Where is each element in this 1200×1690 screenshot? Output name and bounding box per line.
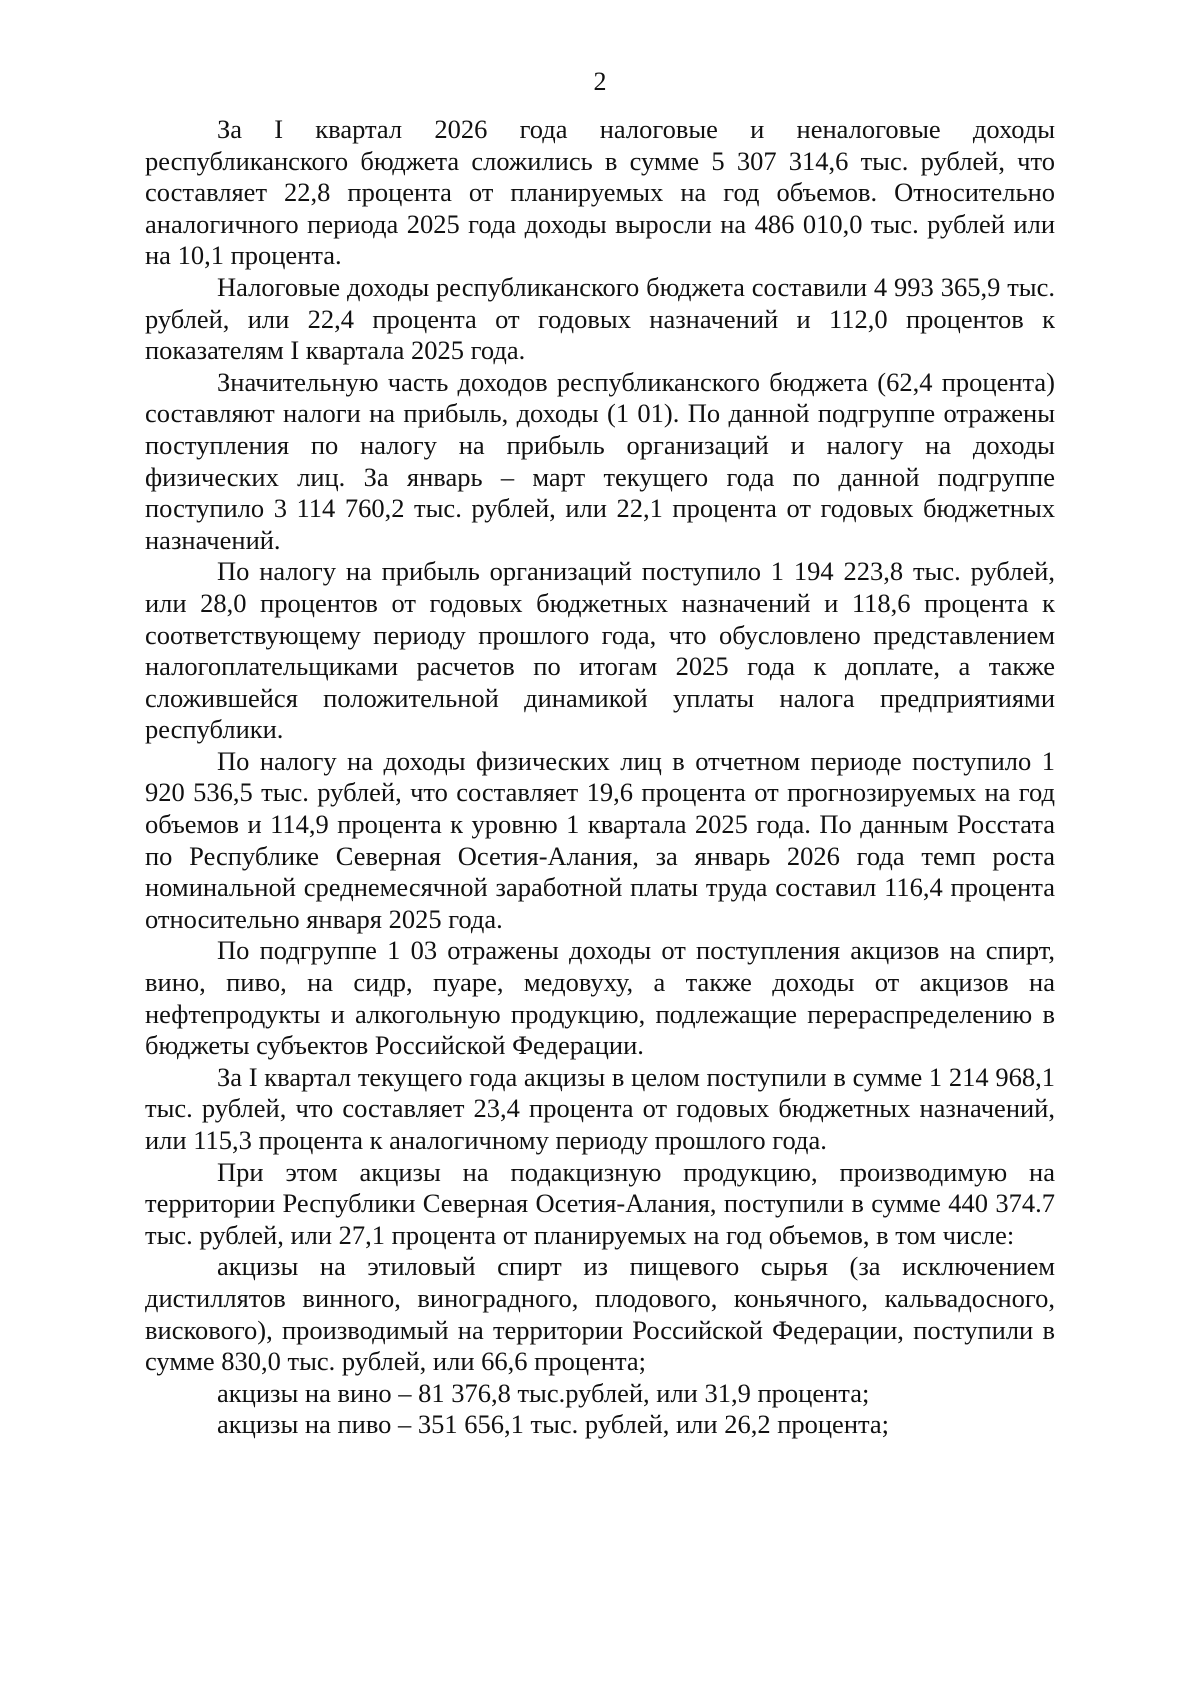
paragraph-excise-beer: акцизы на пиво – 351 656,1 тыс. рублей, или 26,2 процента; (217, 1409, 890, 1440)
page-number: 2 (593, 67, 607, 96)
paragraph-excise-wine: акцизы на вино – 81 376,8 тыс.рублей, или 31,9 процента; (217, 1377, 870, 1408)
paragraph-excise-ethyl-alcohol: акцизы на этиловый спирт из пищевого сырья (за исключением дистиллятов винного, виноградного, плодового, коньячного, кальвадосного, вискового), производимый на территории Российской Федерации, поступили в сумме 830,0 тыс. рублей, или 66,6 процента; (145, 1251, 1055, 1377)
paragraph-excise-total: За I квартал текущего года акцизы в целом поступили в сумме 1 214 968,1 тыс. рублей, что составляет 23,4 процента от годовых бюджетных назначений, или 115,3 процента к аналогичному периоду прошлого года. (145, 1061, 1055, 1155)
paragraph-tax-revenue: Налоговые доходы республиканского бюджета составили 4 993 365,9 тыс. рублей, или 22,4 процента от годовых назначений и 112,0 процентов к показателям I квартала 2025 года. (145, 271, 1055, 366)
paragraph-personal-income-tax: По налогу на доходы физических лиц в отчетном периоде поступило 1 920 536,5 тыс. рублей, что составляет 19,6 процента от прогнозируемых на год объемов и 114,9 процента к уровню 1 квартала 2025 года. По данным Росстата по Республике Северная Осетия-Алания, за январь 2026 года темп роста номинальной среднемесячной заработной платы труда составил 116,4 процента относительно января 2025 года. (145, 745, 1055, 934)
document-body (145, 114, 1055, 1441)
paragraph-excise-subgroup: По подгруппе 1 03 отражены доходы от поступления акцизов на спирт, вино, пиво, на сидр, пуаре, медовуху, а также доходы от акцизов на нефтепродукты и алкогольную продукцию, подлежащие перераспределению в бюджеты субъектов Российской Федерации. (145, 935, 1055, 1061)
paragraph-excise-local-production: При этом акцизы на подакцизную продукцию, производимую на территории Республики Северная Осетия-Алания, поступили в сумме 440 374.7 тыс. рублей, или 27,1 процента от планируемых на год объемов, в том числе: (145, 1156, 1055, 1250)
paragraph-q1-revenue-summary: За I квартал 2026 года налоговые и неналоговые доходы республиканского бюджета сложились в сумме 5 307 314,6 тыс. рублей, что составляет 22,8 процента от планируемых на год объемов. Относительно аналогичного периода 2025 года доходы выросли на 486 010,0 тыс. рублей или на 10,1 процента. (145, 114, 1055, 271)
paragraph-corporate-profit-tax: По налогу на прибыль организаций поступило 1 194 223,8 тыс. рублей, или 28,0 процентов от годовых бюджетных назначений и 118,6 процента к соответствующему периоду прошлого года, что обусловлено представлением налогоплательщиками расчетов по итогам 2025 года к доплате, а также сложившейся положительной динамикой уплаты налога предприятиями республики. (145, 556, 1055, 745)
paragraph-profit-income-taxes: Значительную часть доходов республиканского бюджета (62,4 процента) составляют налоги на прибыль, доходы (1 01). По данной подгруппе отражены поступления по налогу на прибыль организаций и налогу на доходы физических лиц. За январь – март текущего года по данной подгруппе поступило 3 114 760,2 тыс. рублей, или 22,1 процента от годовых бюджетных назначений. (145, 366, 1055, 555)
